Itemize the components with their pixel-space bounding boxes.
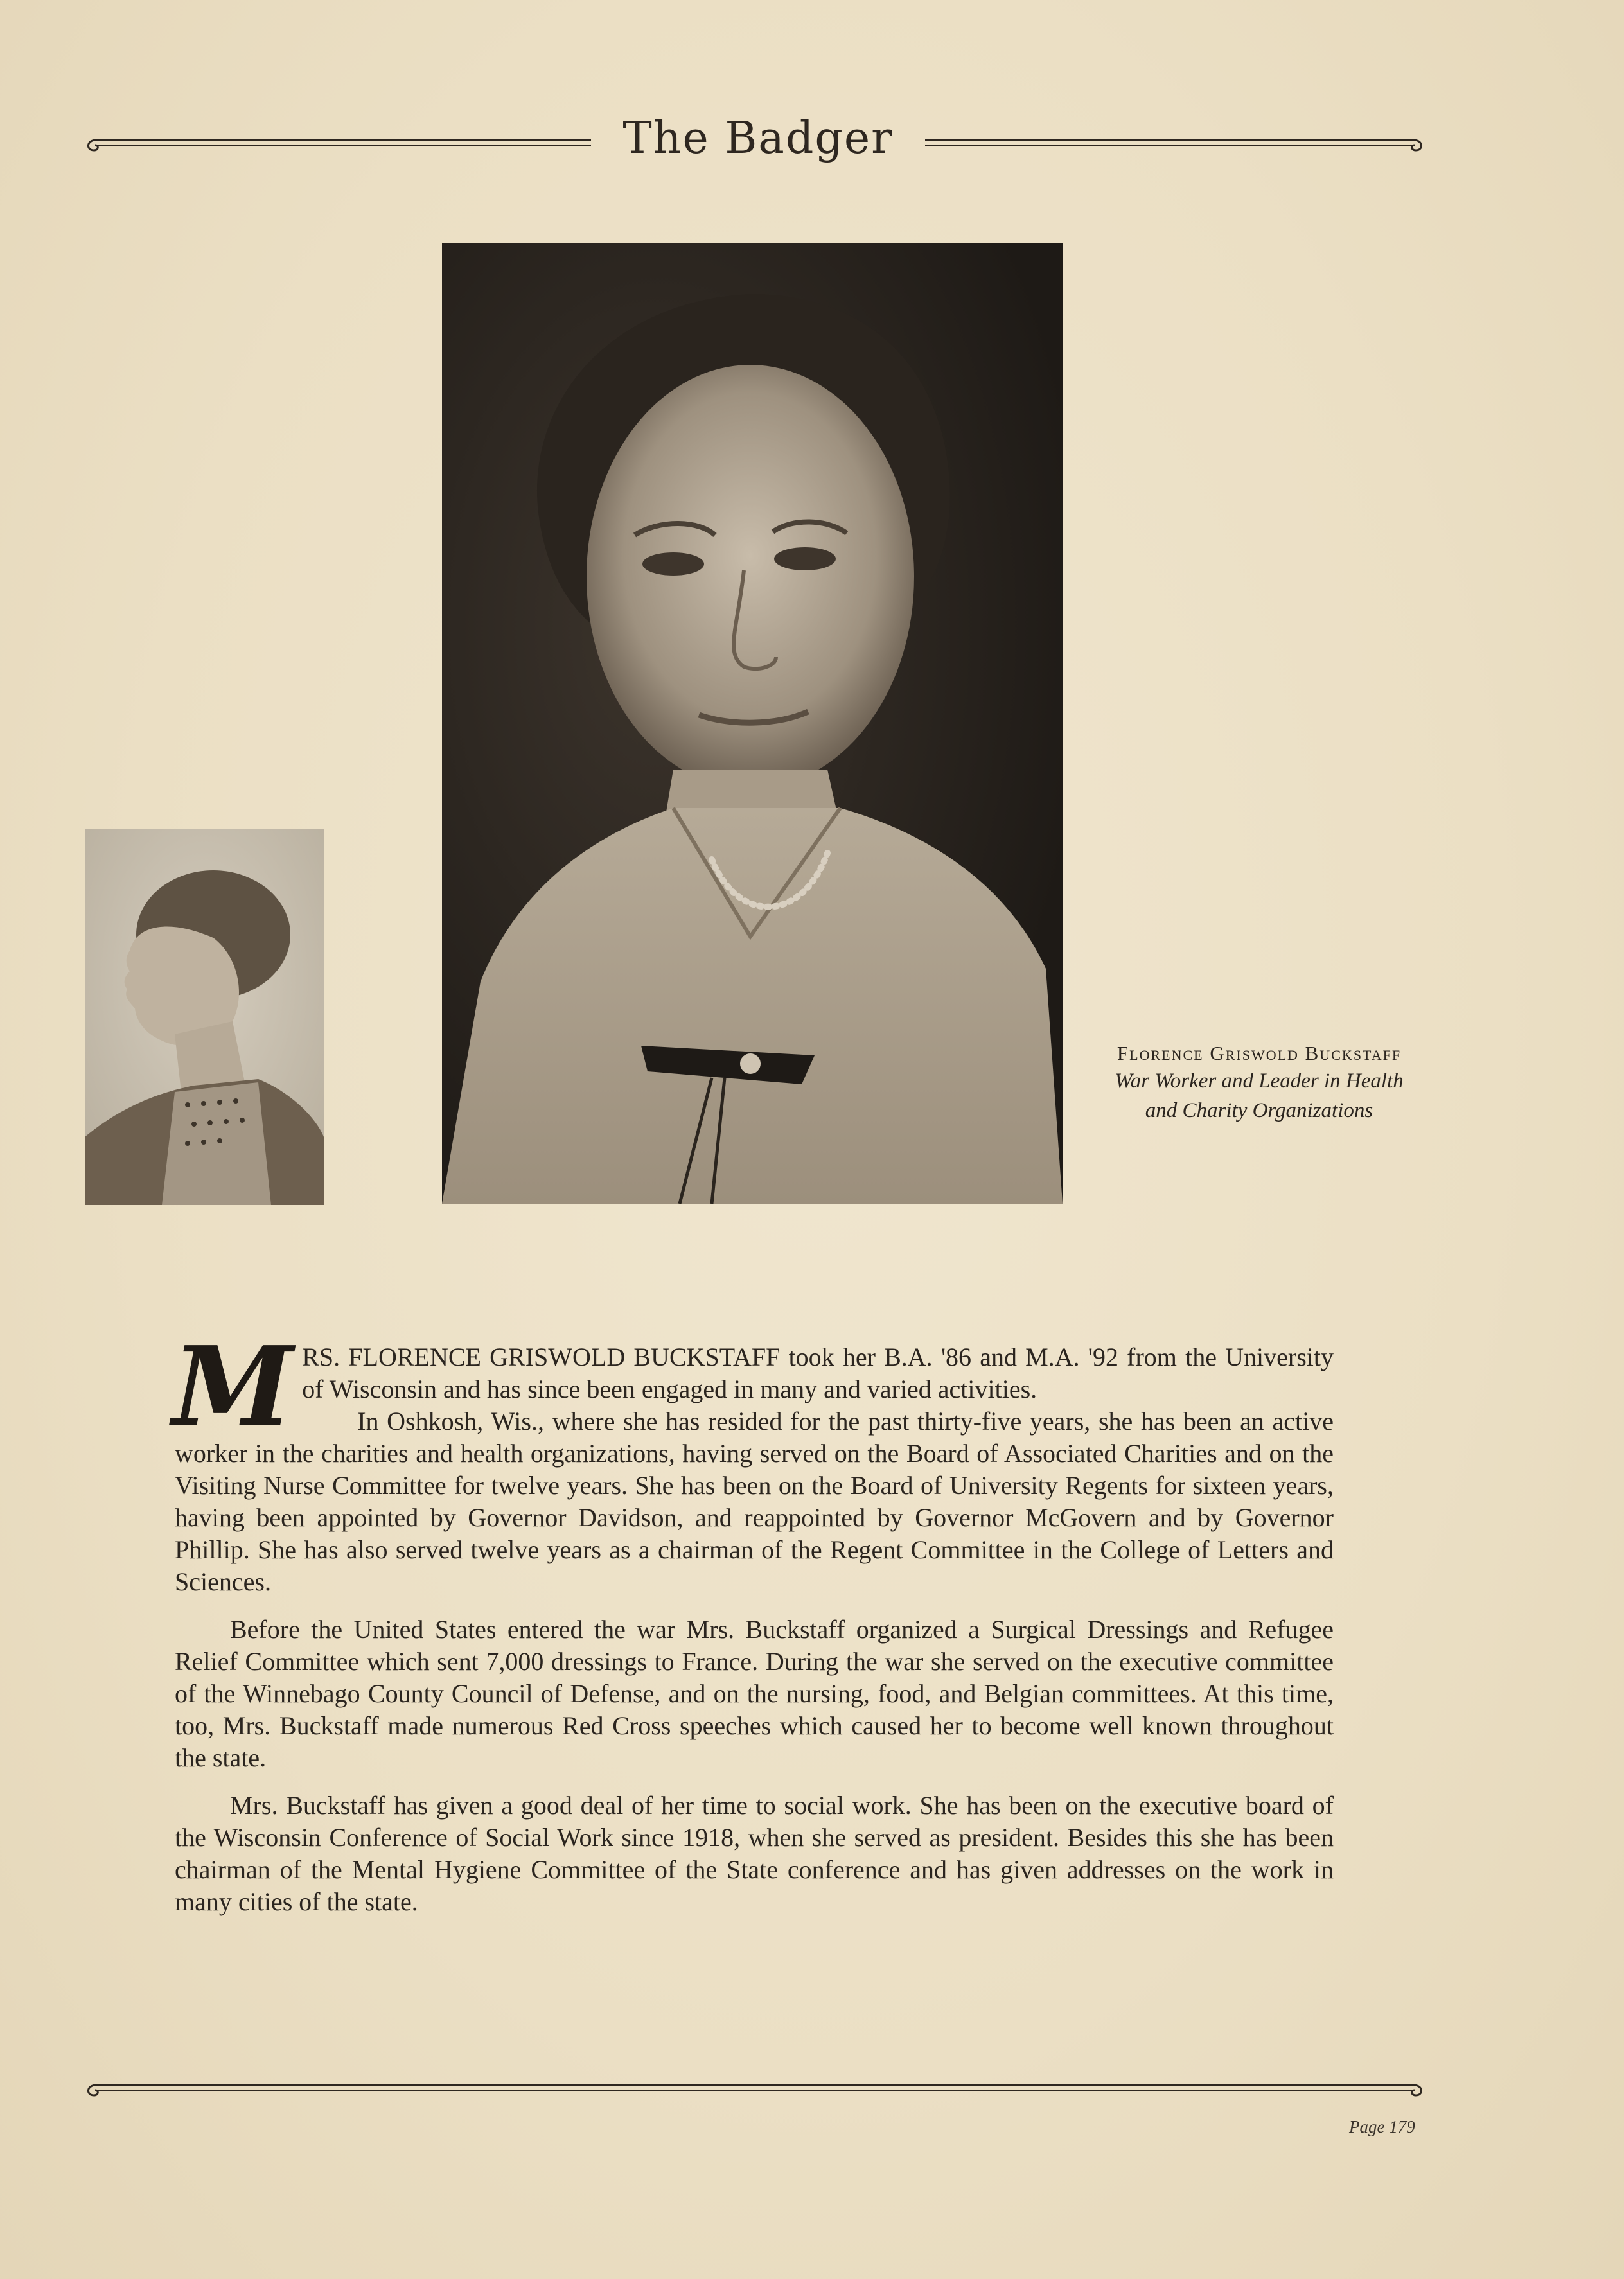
paragraph-1 [172, 1323, 1334, 1598]
footer-rule [84, 2076, 1426, 2102]
paragraph-2: Before the United States entered the war Mrs. Buckstaff organized a Surgical Dressings and Refugee Relief Committee which sent 7,000 dressings to France. During the war she served on the executive committee of the Winnebago County Council of Defense, and on the nursing, food, and Belgian committees. At this time, too, Mrs. Buckstaff made numerous Red Cross speeches which caused her to become well known throughout the state. [175, 1615, 1334, 1772]
portrait-caption [1079, 1042, 1439, 1125]
caption-role-line-1: War Worker and Leader in Health [1115, 1069, 1404, 1093]
page-number: Page 179 [1349, 2117, 1415, 2136]
caption-role-line-2: and Charity Organizations [1145, 1099, 1373, 1122]
paragraph-1-lead: RS. FLORENCE GRISWOLD BUCKSTAFF took her B.A. '86 and M.A. '92 from the University of Wisconsin and has since been engaged in many and varied activities. [302, 1342, 1334, 1403]
paragraph-1-continuation: In Oshkosh, Wis., where she has resided for the past thirty-five years, she has been an active worker in the charities and health organizations, having served on the Board of Associated Charities and on the Visiting Nurse Committee for twelve years. She has been on the Board of University Regents for sixteen years, having been appointed by Governor Davidson, and reappointed by Governor McGovern and by Governor Phillip. She has also served twelve years as a chairman of the Regent Committee in the College of Letters and Sciences. [175, 1407, 1334, 1596]
main-portrait-photo [442, 243, 1063, 1204]
page-header-title: The Badger [622, 113, 894, 164]
drop-cap: M [172, 1323, 294, 1451]
paragraph-3: Mrs. Buckstaff has given a good deal of her time to social work. She has been on the executive board of the Wisconsin Conference of Social Work since 1918, when she served as president. Besides this she has been chairman of the Mental Hygiene Committee of the State conference and has given addresses on the work in many cities of the state. [175, 1791, 1334, 1916]
biography-article [172, 1323, 1334, 1933]
small-portrait-photo [85, 829, 324, 1205]
caption-name: Florence Griswold Buckstaff [1116, 1042, 1402, 1064]
